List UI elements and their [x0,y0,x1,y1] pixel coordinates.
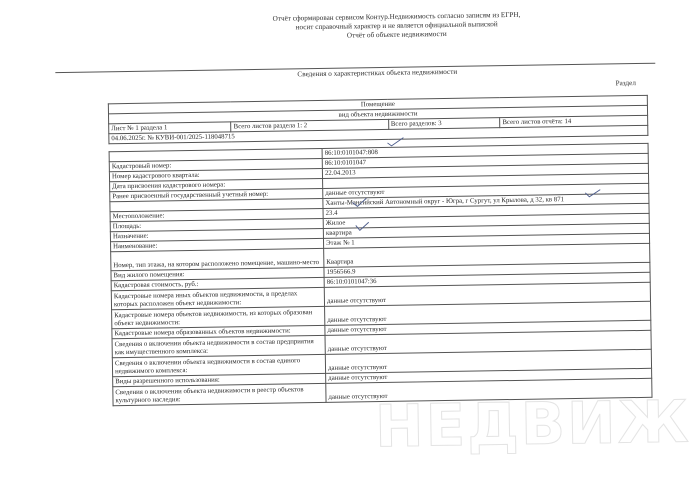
row-value: 1956566.9 [324,262,650,277]
row-value: данные отсутствуют [326,378,652,402]
row-value: данные отсутствуют [326,368,652,383]
row-label: Номер кадастрового квартала: [109,168,322,181]
row-label: Сведения о включении объекта недвижимости в состав единого недвижимого комплекса: [112,354,325,376]
notice-line-3: Отчёт об объекте недвижимости [346,29,447,40]
row-label: Ранее присвоенный государственный учетный номер: [110,188,323,201]
characteristics-table [108,95,649,144]
report-date-number: 04.06.2025г. № КУВИ-001/2025-118048715 [109,125,648,143]
row-label: Назначение: [110,228,323,241]
object-kind-caption: вид объекта недвижимости [108,105,647,123]
pen-check-mark-icon [355,221,373,231]
sheet-number: Лист № 1 раздела 1 [109,122,232,134]
row-label: Площадь: [110,218,323,231]
row-value: данные отсутствуют [323,183,649,198]
row-label: Кадастровый номер: [109,158,322,171]
row-label: Вид жилого помещения: [111,267,324,280]
row-label: Сведения о включении объекта недвижимости в состав предприятия как имущественного комплекса: [112,335,325,357]
details-table [109,143,653,406]
row-value: данные отсутствуют [325,349,651,373]
sheets-total: Всего листов отчёта: 14 [500,115,648,127]
row-label: Кадастровые номера объектов недвижимости, из которых образован объект недвижимости: [112,306,325,328]
row-value: данные отсутствуют [325,301,651,325]
row-label: Кадастровые номера иных объектов недвижимости, в пределах которых расположен объект недвижимости: [111,287,324,309]
sheets-in-section: Всего листов раздела 1: 2 [231,119,388,131]
section-label: Раздел [615,79,636,88]
row-value: Этаж № 1 [324,233,650,248]
row-label: Дата присвоения кадастрового номера: [110,178,323,191]
notice-line-1: Отчёт сформирован сервисом Контур.Недвижимость согласно записям из ЕГРН, [272,10,521,23]
row-value: данные отсутствуют [325,320,651,335]
row-value: Жилое [323,213,649,228]
row-value: данные отсутствуют [325,330,651,354]
section-title: Сведения о характеристиках объекта недвижимости [297,67,458,79]
object-type: Помещение [108,95,647,113]
watermark-logo: НЕДВИЖ [374,387,691,461]
row-value: 86:10:0101047:36 [324,272,650,287]
pen-check-mark-icon [351,197,369,207]
row-value: Ханты-Мансийский Автономный округ - Югра, г Сургут, ул Крылова, д 32, кв 871 [323,193,649,208]
sections-total: Всего разделов: 3 [388,118,500,130]
row-label: Сведения о включении объекта недвижимости в реестр объектов культурного наследия: [113,383,326,405]
row-value: 22.04.2013 [322,163,648,178]
row-value: данные отсутствуют [324,282,650,306]
row-label: Местоположение: [110,208,323,221]
row-value: 86:10:0101047 [322,153,648,168]
pen-check-mark-icon [584,188,602,198]
row-label: Кадастровая стоимость, руб.: [111,277,324,290]
row-label: Номер, тип этажа, на котором расположено помещение, машино-место [111,248,324,270]
row-value: 23.4 [323,203,649,218]
row-label: Кадастровые номера образованных объектов недвижимости: [112,325,325,338]
report-notice [246,10,546,42]
row-value: Квартира [324,243,650,267]
notice-line-2: носит справочный характер и не является официальной выпиской [295,20,498,32]
row-value: 86:10:0101047:808 [322,143,648,158]
row-label: Наименование: [111,238,324,251]
row-label: Виды разрешенного использования: [113,373,326,386]
pen-check-mark-icon [386,137,404,147]
row-value: квартира [323,223,649,238]
